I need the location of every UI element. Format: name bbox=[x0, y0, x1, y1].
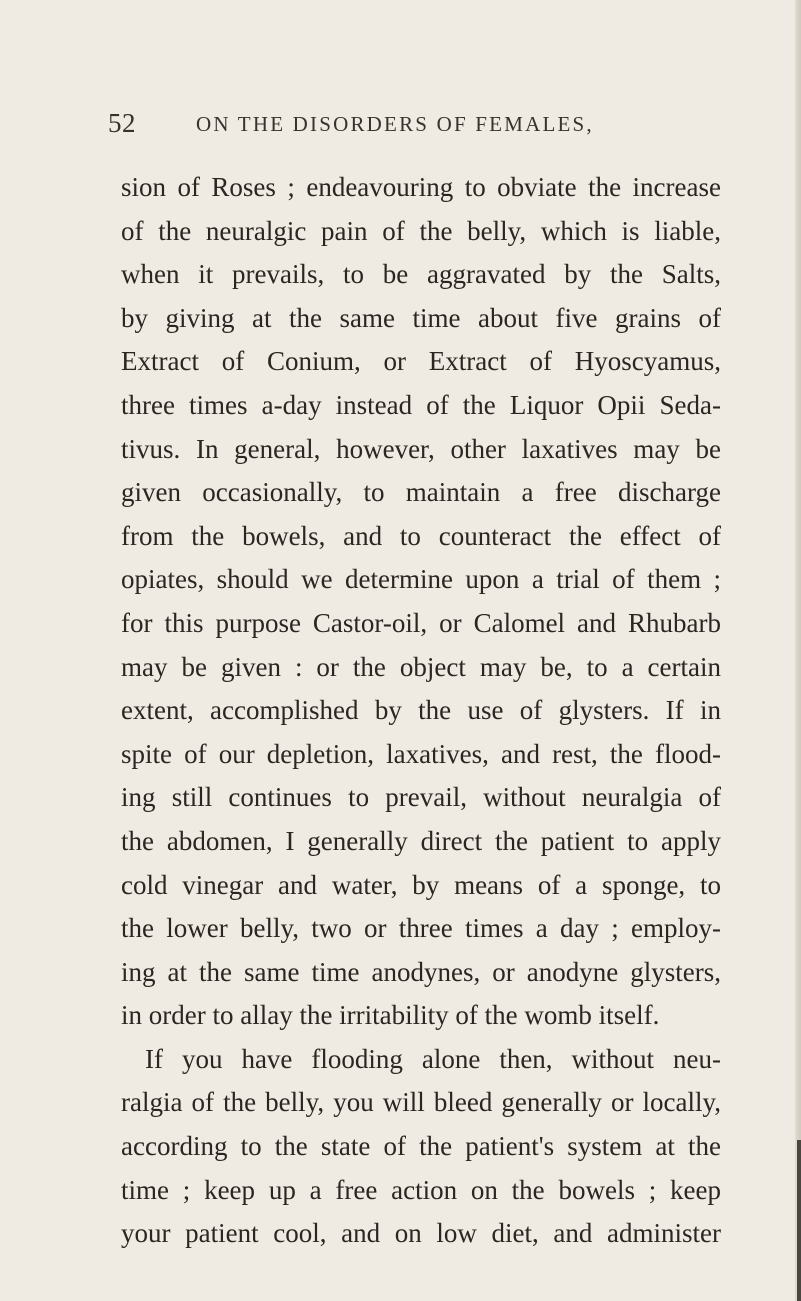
text-line: opiates, should we determine upon a trial of them ; bbox=[121, 564, 721, 595]
text-line: cold vinegar and water, by means of a sponge, to bbox=[121, 869, 721, 900]
text-line: spite of our depletion, laxatives, and rest, the flood- bbox=[121, 738, 721, 769]
body-text bbox=[121, 166, 721, 1256]
page-edge-shadow bbox=[795, 0, 801, 1301]
text-line: by giving at the same time about five grains of bbox=[121, 302, 721, 333]
paragraph-start-line: If you have flooding alone then, without neu- bbox=[145, 1043, 721, 1074]
text-line: may be given : or the object may be, to a certain bbox=[121, 651, 721, 682]
text-line: ing at the same time anodynes, or anodyne glysters, bbox=[121, 956, 721, 987]
text-line: extent, accomplished by the use of glysters. If in bbox=[121, 695, 721, 726]
page-number: 52 bbox=[108, 108, 136, 138]
text-line: time ; keep up a free action on the bowels ; keep bbox=[121, 1174, 721, 1205]
text-line: of the neuralgic pain of the belly, which is liable, bbox=[121, 215, 721, 246]
text-line: according to the state of the patient's system at the bbox=[121, 1131, 721, 1162]
running-head-title: ON THE DISORDERS OF FEMALES, bbox=[196, 112, 594, 136]
text-line: when it prevails, to be aggravated by the Salts, bbox=[121, 259, 721, 290]
text-line: tivus. In general, however, other laxatives may be bbox=[121, 433, 721, 464]
text-line: the lower belly, two or three times a day ; employ- bbox=[121, 913, 721, 944]
paragraph-end-line: in order to allay the irritability of the womb itself. bbox=[121, 1000, 660, 1031]
text-line: ing still continues to prevail, without neuralgia of bbox=[121, 782, 721, 813]
text-line: three times a-day instead of the Liquor Opii Seda- bbox=[121, 389, 721, 420]
page-edge-binding bbox=[797, 1140, 801, 1301]
running-head bbox=[108, 108, 708, 148]
text-line: your patient cool, and on low diet, and administer bbox=[121, 1218, 721, 1249]
text-line: for this purpose Castor-oil, or Calomel and Rhubarb bbox=[121, 607, 721, 638]
text-line: Extract of Conium, or Extract of Hyoscyamus, bbox=[121, 346, 721, 377]
text-line: sion of Roses ; endeavouring to obviate the increase bbox=[121, 172, 721, 202]
text-line: given occasionally, to maintain a free discharge bbox=[121, 477, 721, 508]
text-line: ralgia of the belly, you will bleed generally or locally, bbox=[121, 1087, 721, 1118]
text-line: the abdomen, I generally direct the patient to apply bbox=[121, 825, 721, 856]
text-line: from the bowels, and to counteract the effect of bbox=[121, 520, 721, 551]
